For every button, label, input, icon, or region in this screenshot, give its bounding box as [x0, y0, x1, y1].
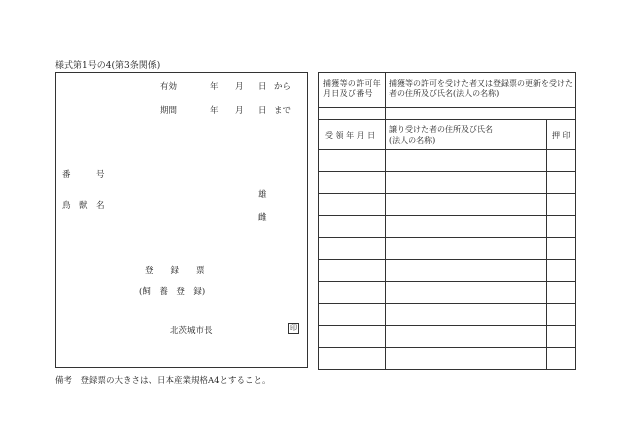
- table-row: [319, 303, 575, 304]
- number-label: 番 号: [62, 170, 105, 180]
- sex-male-label: 雄: [258, 190, 267, 200]
- card-title: 登 録 票: [145, 266, 205, 276]
- table-col-divider-2: [546, 119, 547, 369]
- until-year-label: 年: [210, 106, 219, 116]
- seal-header: 押 印: [552, 131, 571, 140]
- transfer-table: [318, 72, 576, 370]
- from-day-label: 日: [258, 82, 267, 92]
- validity-label-top: 有効: [160, 82, 178, 92]
- table-row: [319, 215, 575, 216]
- table-line: [319, 119, 575, 120]
- sex-female-label: 雌: [258, 213, 267, 223]
- table-row: [319, 237, 575, 238]
- table-row: [319, 325, 575, 326]
- validity-label-bottom: 期間: [160, 106, 178, 116]
- table-row: [319, 171, 575, 172]
- table-row: [319, 193, 575, 194]
- issuer-label: 北茨城市長: [170, 326, 213, 336]
- until-month-label: 月: [235, 106, 244, 116]
- card-subtitle: (飼 養 登 録): [139, 287, 206, 297]
- from-label: から: [274, 82, 292, 92]
- remarks-note: 備考 登録票の大きさは、日本産業規格A4とすること。: [55, 376, 271, 386]
- table-row: [319, 259, 575, 260]
- permit-holder-header: 捕獲等の許可を受けた者又は登録票の更新を受けた者の住所及び氏名(法人の名称): [389, 79, 573, 98]
- until-day-label: 日: [258, 106, 267, 116]
- permit-date-number-header: 捕獲等の許可年月日及び番号: [323, 79, 382, 98]
- form-title: 様式第1号の4(第3条関係): [55, 61, 161, 71]
- table-row: [319, 281, 575, 282]
- seal-stamp: 印: [290, 324, 297, 332]
- table-line: [319, 107, 575, 108]
- until-label: まで: [274, 106, 292, 116]
- transferee-header-line1: 譲り受けた者の住所及び氏名: [389, 125, 493, 134]
- received-date-header: 受 領 年 月 日: [325, 131, 376, 140]
- table-line: [319, 149, 575, 150]
- transferee-header-line2: (法人の名称): [389, 136, 436, 145]
- bird-beast-name-label: 鳥 獣 名: [62, 201, 105, 211]
- from-month-label: 月: [235, 82, 244, 92]
- table-row: [319, 347, 575, 348]
- from-year-label: 年: [210, 82, 219, 92]
